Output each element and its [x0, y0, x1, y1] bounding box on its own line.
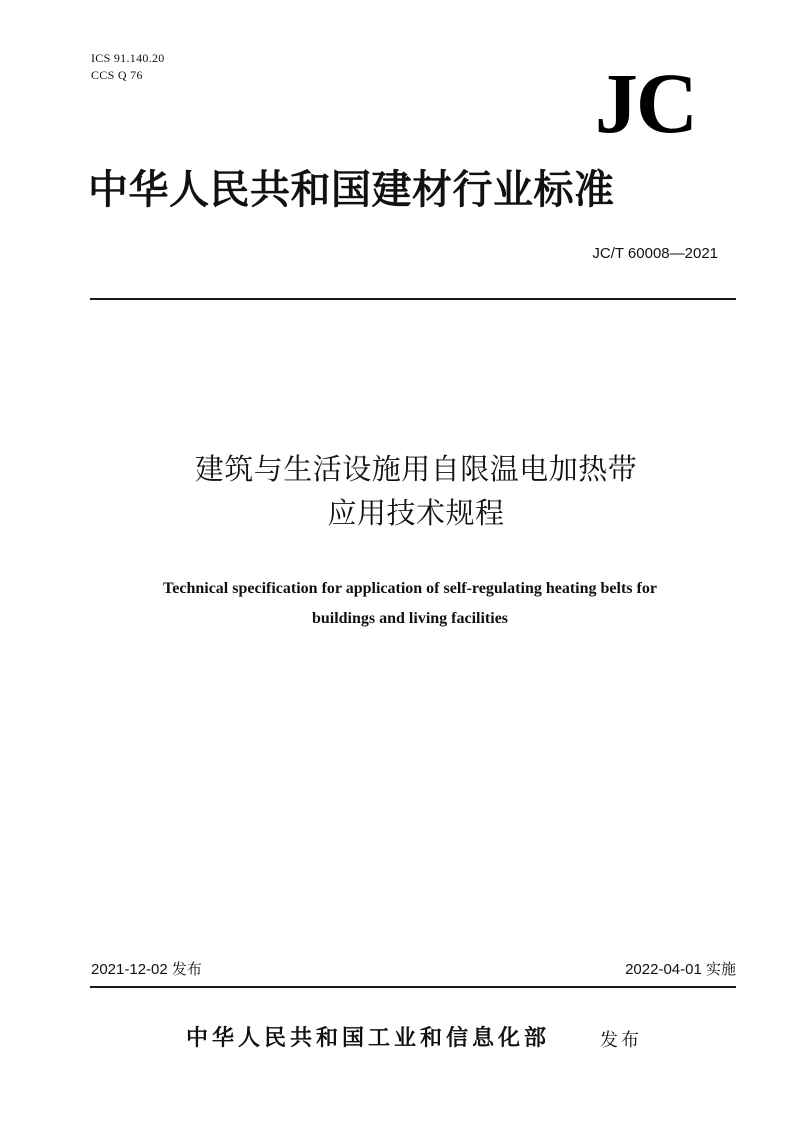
ccs-code: CCS Q 76: [91, 68, 143, 82]
publisher-action: 发布: [600, 1030, 642, 1051]
title-cn-line-2: 应用技术规程: [327, 496, 505, 530]
ics-code: ICS 91.140.20: [91, 51, 165, 65]
issuer-title: 中华人民共和国建材行业标准: [88, 167, 615, 213]
standard-number: JC/T 60008—2021: [592, 245, 718, 262]
implementation-date: 2022-04-01 实施: [625, 961, 736, 978]
publisher-name: 中华人民共和国工业和信息化部: [186, 1026, 551, 1051]
classification-codes: [91, 50, 165, 84]
document-title-chinese: [100, 447, 732, 535]
bottom-divider: [90, 986, 736, 988]
title-cn-line-1: 建筑与生活设施用自限温电加热带: [194, 452, 638, 486]
title-en-line-2: buildings and living facilities: [311, 610, 509, 627]
jc-logo: JC: [594, 55, 696, 151]
top-divider: [90, 298, 736, 300]
issue-date: 2021-12-02 发布: [91, 961, 202, 978]
title-en-line-1: Technical specification for application of self-regulating heating belts for: [163, 580, 657, 597]
document-title-english: [90, 574, 730, 634]
